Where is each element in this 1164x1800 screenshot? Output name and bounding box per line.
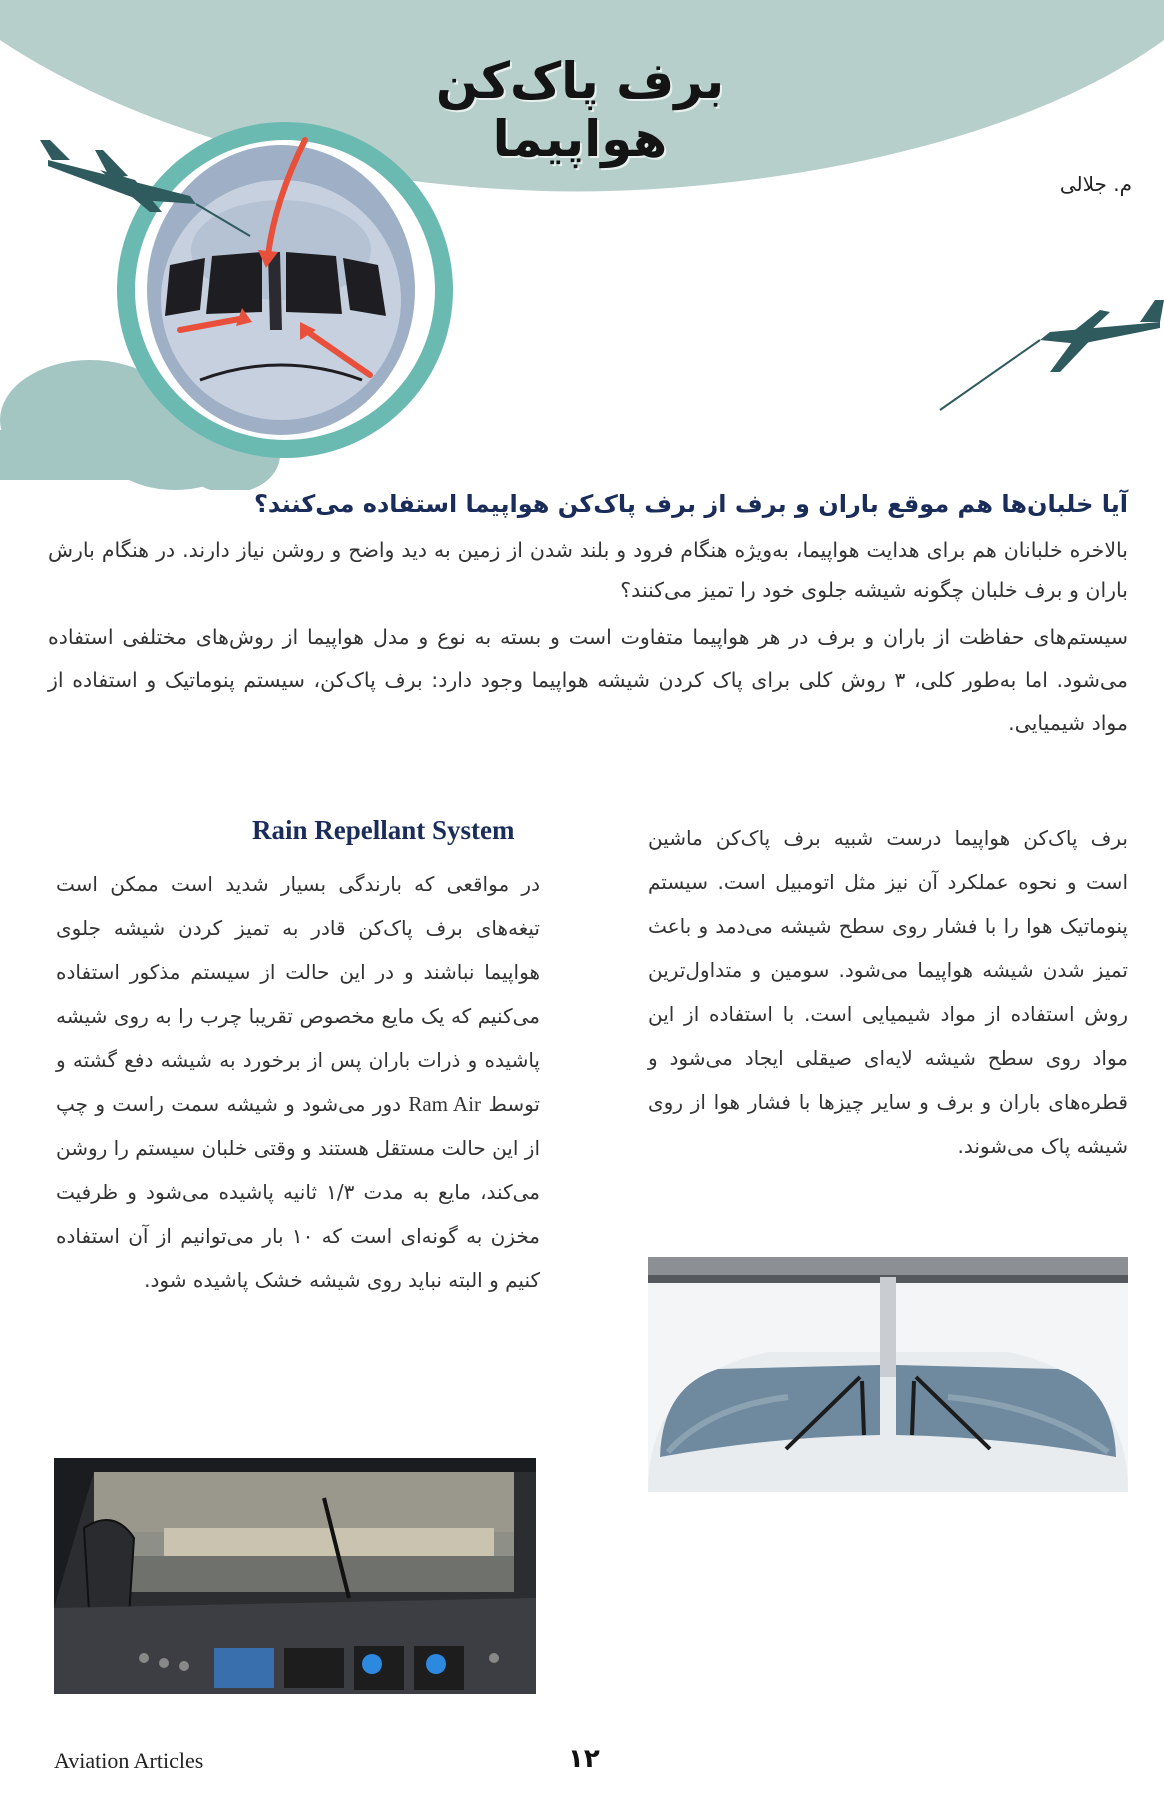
ram-air-term: Ram Air [408,1092,482,1116]
right-column-text: برف پاک‌کن هواپیما درست شبیه برف پاک‌کن ماشین است و نحوه عملکرد آن نیز مثل اتومبیل است. سیستم پنوماتیک هوا را با فشار روی سطح شیشه می‌دمد و باعث تمیز شدن شیشه هواپیما می‌شود. سومین و متداول‌ترین روش استفاده از مواد شیمیایی است. با استفاده از این مواد روی سطح شیشه لایه‌ای صیقلی ایجاد می‌شود و قطره‌های باران و برف و سایر چیزها با فشار هوا از روی شیشه پاک می‌شوند. [648,826,1128,1158]
left-column-text [56,862,540,1302]
intro-paragraph-1: بالاخره خلبانان هم برای هدایت هواپیما، به‌ویژه هنگام فرود و بلند شدن از زمین به دید واضح و روشن نیاز دارند. در هنگام بارش باران و برف خلبان چگونه شیشه جلوی خود را تمیز می‌کنند؟ [48,538,1128,602]
page-number: ۱۲ [568,1744,600,1774]
author-name: م. جلالی [1059,172,1132,196]
plane-right [940,300,1164,410]
section-question-heading: آیا خلبان‌ها هم موقع باران و برف از برف پاک‌کن هواپیما استفاده می‌کنند؟ [253,490,1128,518]
cockpit-rain-photo [54,1458,536,1694]
footer-publication: Aviation Articles [54,1748,204,1773]
hero-illustration [0,90,1164,490]
rain-repellant-heading: Rain Repellant System [252,815,515,845]
left-text-part-1: در مواقعی که بارندگی بسیار شدید است ممکن است تیغه‌های برف پاک‌کن قادر به تمیز کردن شیشه جلوی هواپیما نباشند و در این حالت از سیستم مذکور استفاده می‌کنیم که یک مایع مخصوص تقریبا چرب را به روی شیشه پاشیده و ذرات باران پس از برخورد به شیشه دفع گشته و توسط [56,872,540,1116]
intro-paragraph-2: سیستم‌های حفاظت از باران و برف در هر هواپیما متفاوت است و بسته به نوع و مدل هواپیما از روش‌های مختلفی استفاده می‌شود. اما به‌طور کلی، ۳ روش کلی برای پاک کردن شیشه هواپیما وجود دارد: برف پاک‌کن، سیستم پنوماتیک و استفاده از مواد شیمیایی. [48,625,1128,735]
left-text-part-2: دور می‌شود و شیشه سمت راست و چپ از این حالت مستقل هستند و وقتی خلبان سیستم را روشن می‌کند، مایع به مدت ۱/۳ ثانیه پاشیده می‌شود و ظرفیت مخزن به گونه‌ای است که ۱۰ بار می‌توانیم از آن استفاده کنیم و البته نباید روی شیشه خشک پاشیده شود. [55,1092,540,1292]
page-title: برف پاک‌کن هواپیما [435,52,725,168]
wipers-photo [648,1257,1128,1492]
